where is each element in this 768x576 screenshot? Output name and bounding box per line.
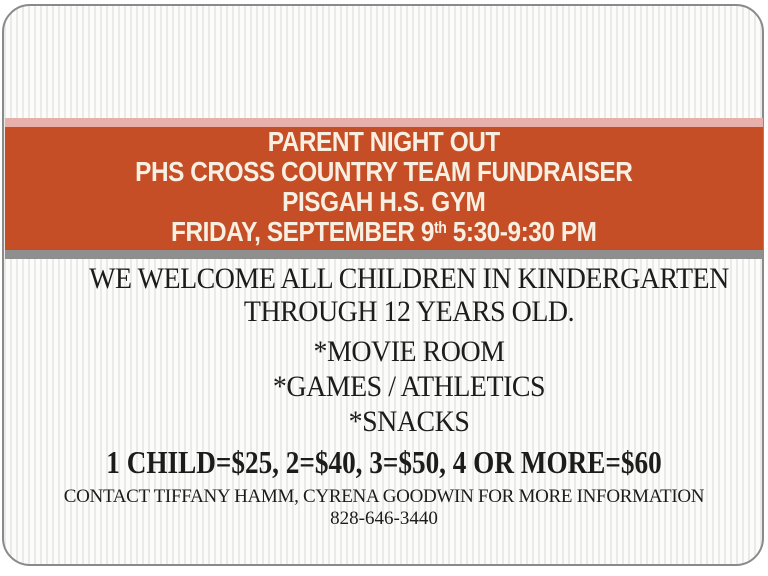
banner-line-event: PARENT NIGHT OUT: [267, 125, 501, 157]
date-prefix: FRIDAY, SEPTEMBER 9: [171, 215, 435, 247]
banner-text-block: [135, 127, 632, 251]
bullet-movie-room: *MOVIE ROOM: [313, 335, 505, 368]
welcome-line-2: THROUGH 12 YEARS OLD.: [243, 295, 575, 328]
title-banner: [5, 127, 763, 250]
welcome-line-1: WE WELCOME ALL CHILDREN IN KINDERGARTEN: [89, 262, 729, 295]
phone-number: 828-646-3440: [330, 508, 438, 529]
body-text-block: [0, 262, 768, 529]
bullet-snacks: *SNACKS: [348, 405, 470, 438]
bullet-games-athletics: *GAMES / ATHLETICS: [272, 370, 546, 403]
contact-line: CONTACT TIFFANY HAMM, CYRENA GOODWIN FOR MORE INFORMATION: [63, 486, 705, 507]
date-ordinal: th: [434, 219, 447, 238]
date-suffix: 5:30-9:30 PM: [446, 215, 597, 247]
welcome-and-activities: [52, 262, 766, 437]
banner-bottom-strip: [5, 250, 763, 259]
banner-line-datetime: [135, 217, 632, 251]
banner-line-location: PISGAH H.S. GYM: [282, 185, 486, 217]
banner-line-fundraiser: PHS CROSS COUNTRY TEAM FUNDRAISER: [135, 155, 633, 187]
pricing-line: 1 CHILD=$25, 2=$40, 3=$50, 4 OR MORE=$60: [106, 444, 662, 480]
